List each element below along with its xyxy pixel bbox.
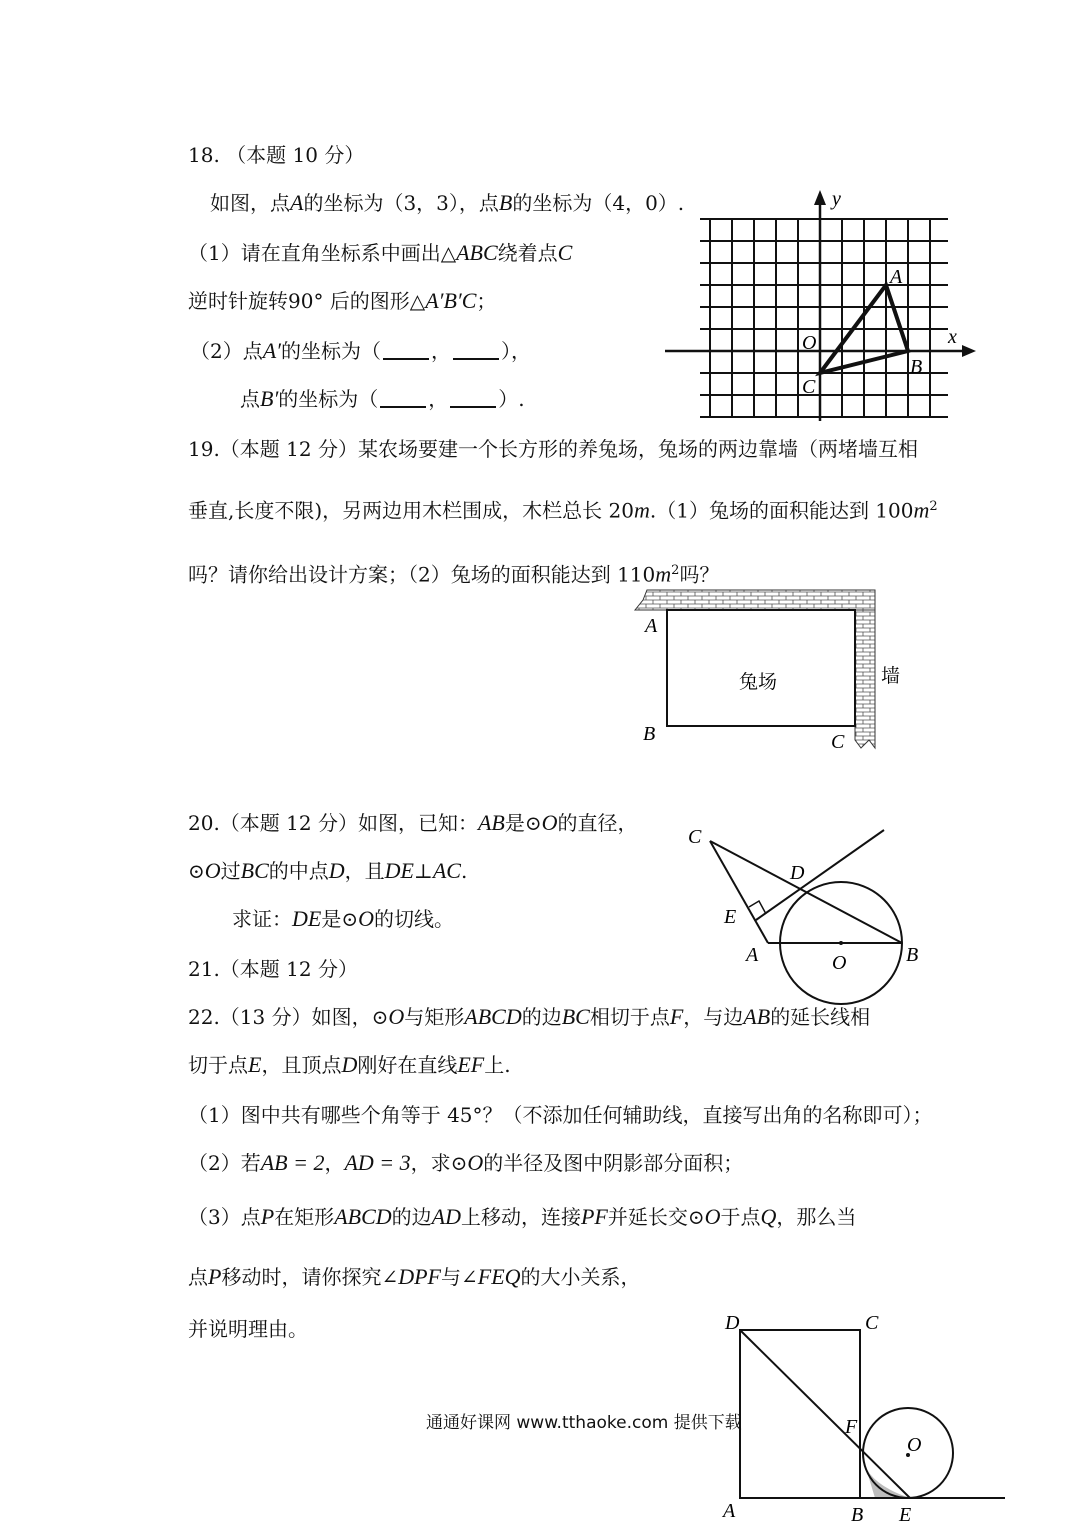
q18-part2-a: （2）点A′的坐标为（ ， ）， <box>190 338 531 363</box>
label-a: A <box>746 944 759 966</box>
label-b: B <box>910 356 923 378</box>
footer-watermark: 通通好课网 www.tthaoke.com 提供下载 <box>426 1413 742 1433</box>
x-axis-arrow <box>962 345 976 357</box>
label-o: O <box>832 952 847 974</box>
label-b: B <box>851 1504 864 1526</box>
q20-line2: ⊙O过BC的中点D，且DE⊥AC. <box>188 858 468 883</box>
label-c: C <box>831 731 845 753</box>
center-dot <box>839 941 843 945</box>
label-b: B <box>906 944 919 966</box>
q18-part1-cont: 逆时针旋转90° 后的图形△A′B′C； <box>188 288 497 313</box>
answer-blank[interactable] <box>453 340 499 360</box>
q18-heading: 18. （本题 10 分） <box>188 143 365 167</box>
label-a: A <box>890 266 903 288</box>
label-e: E <box>899 1504 912 1526</box>
q20-circle-figure <box>680 815 940 1015</box>
grid-lines <box>700 219 948 417</box>
q22-line6: 点P移动时，请你探究∠DPF与∠FEQ的大小关系， <box>188 1264 641 1289</box>
q18-part2-b: 点B′的坐标为（ ， ）. <box>240 386 525 411</box>
answer-blank[interactable] <box>450 388 496 408</box>
rectangle-abcd <box>740 1330 860 1498</box>
q19-line2: 垂直,长度不限)，另两边用木栏围成，木栏总长 20m.（1）兔场的面积能达到 $100m^2$ <box>188 497 938 523</box>
label-a: A <box>723 1500 736 1522</box>
q20-line3: 求证：DE是⊙O的切线。 <box>232 906 454 931</box>
label-a: A <box>645 615 658 637</box>
wall-label: 墙 <box>881 665 901 687</box>
y-axis-arrow <box>814 190 826 205</box>
top-wall <box>635 590 875 610</box>
q22-line7: 并说明理由。 <box>188 1317 308 1341</box>
label-o: O <box>907 1434 922 1456</box>
q18-intro: 如图，点A的坐标为（3，3），点B的坐标为（4，0）. <box>210 190 685 215</box>
rabbit-field-rect <box>667 610 855 726</box>
q20-line1: 20.（本题 12 分）如图，已知：AB是⊙O的直径， <box>188 810 638 835</box>
label-y: y <box>832 188 841 210</box>
right-wall <box>855 610 875 748</box>
q19-line3: 吗？请你给出设计方案；（2）兔场的面积能达到 $110m^2$吗？ <box>188 561 720 587</box>
q21-heading: 21.（本题 12 分） <box>188 957 358 981</box>
label-o: O <box>802 332 817 354</box>
label-c: C <box>688 826 702 848</box>
q18-coordinate-grid-figure <box>660 185 980 430</box>
q22-line1: 22.（13 分）如图，⊙O与矩形ABCD的边BC相切于点F，与边AB的延长线相 <box>188 1004 871 1029</box>
q22-line4: （2）若AB = 2，AD = 3，求⊙O的半径及图中阴影部分面积； <box>188 1150 744 1175</box>
q22-line2: 切于点E，且顶点D刚好在直线EF上. <box>188 1052 511 1077</box>
q22-rectangle-circle-figure <box>715 1305 1015 1536</box>
q18-part1: （1）请在直角坐标系中画出△ABC绕着点C <box>188 240 573 265</box>
label-d: D <box>790 862 805 884</box>
answer-blank[interactable] <box>380 388 426 408</box>
label-c: C <box>802 376 816 398</box>
field-label: 兔场 <box>739 671 778 693</box>
label-b: B <box>643 723 656 745</box>
q22-line3: （1）图中共有哪些个角等于 45°？（不添加任何辅助线，直接写出角的名称即可）； <box>188 1103 933 1127</box>
label-x: x <box>948 326 957 348</box>
answer-blank[interactable] <box>383 340 429 360</box>
label-f: F <box>845 1416 858 1438</box>
q22-line5: （3）点P在矩形ABCD的边AD上移动，连接PF并延长交⊙O于点Q，那么当 <box>188 1204 857 1229</box>
q19-line1: 19.（本题 12 分）某农场要建一个长方形的养兔场，兔场的两边靠墙（两堵墙互相 <box>188 437 918 461</box>
q19-field-figure <box>625 580 925 760</box>
label-d: D <box>725 1312 740 1334</box>
label-e: E <box>724 906 737 928</box>
label-c: C <box>865 1312 879 1334</box>
